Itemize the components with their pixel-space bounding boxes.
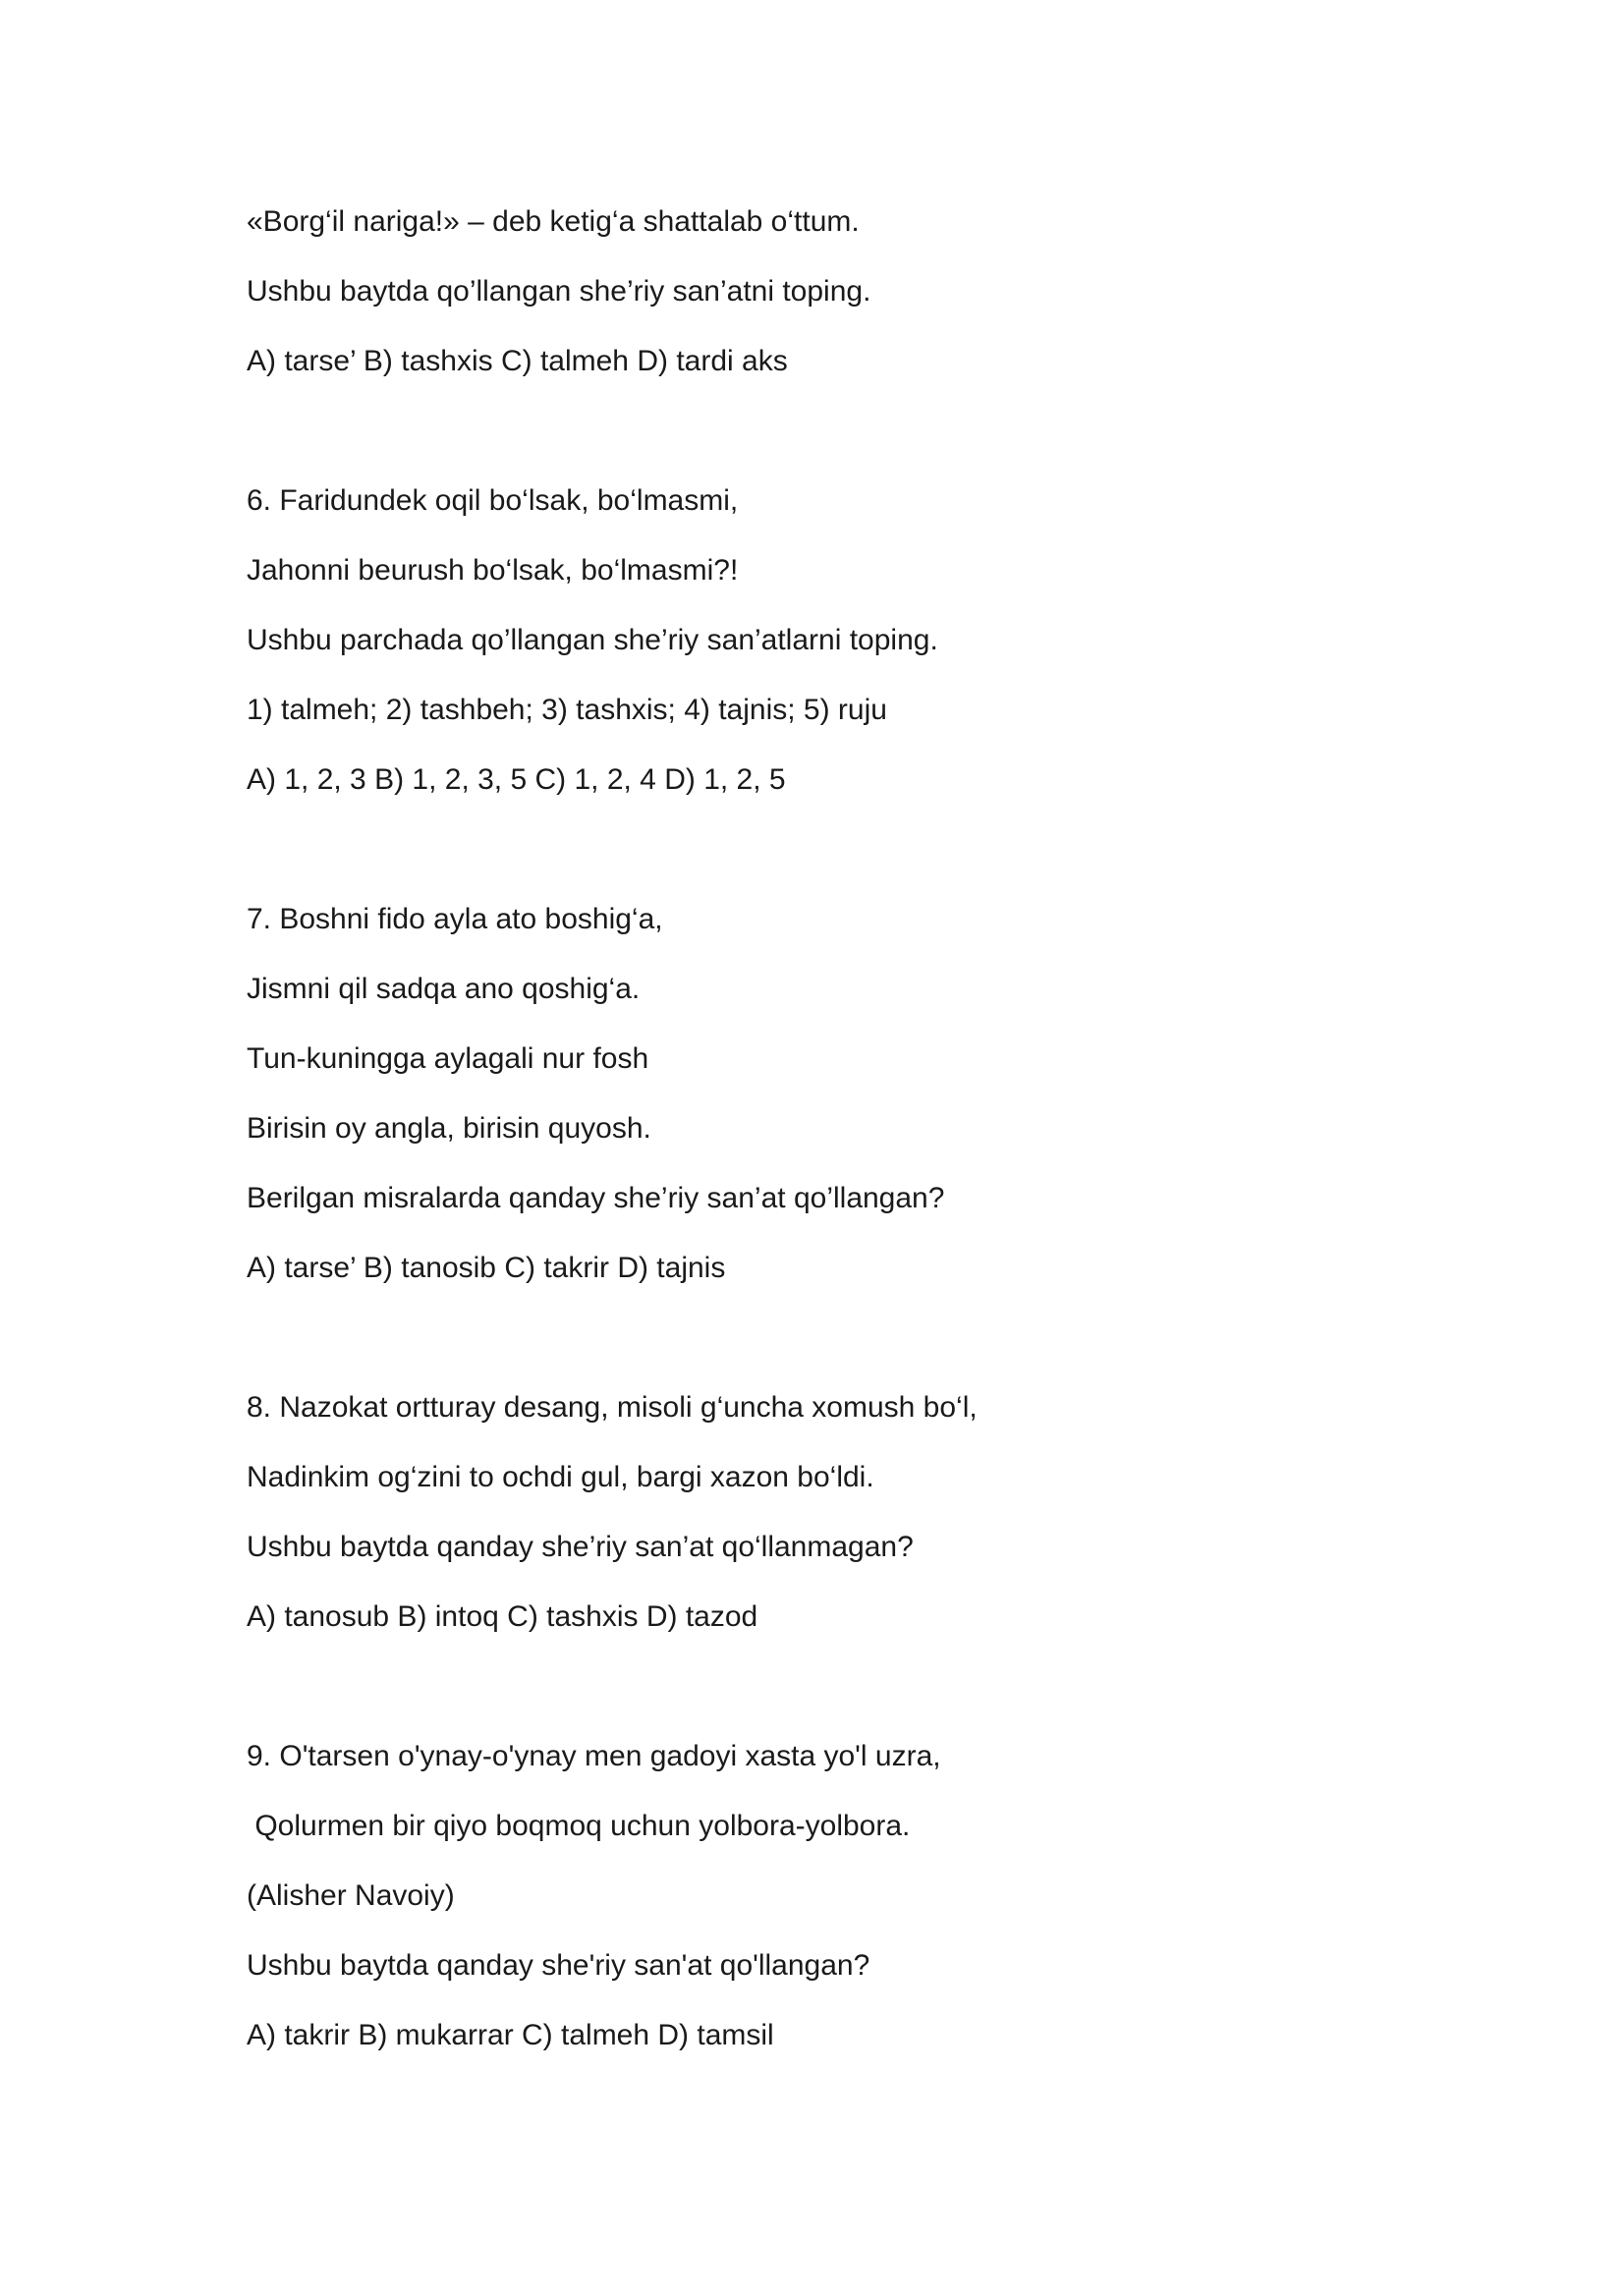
verse-line: Tun-kuningga aylagali nur fosh — [247, 1042, 649, 1075]
verse-line: Birisin oy angla, birisin quyosh. — [247, 1112, 651, 1145]
question-8-block — [247, 1372, 1426, 1652]
answer-options: A) 1, 2, 3 B) 1, 2, 3, 5 C) 1, 2, 4 D) 1, 2, 5 — [247, 763, 786, 796]
question-6-block — [247, 466, 1426, 814]
author-attribution: (Alisher Navoiy) — [247, 1879, 455, 1912]
answer-options: A) takrir B) mukarrar C) talmeh D) tamsil — [247, 2019, 774, 2051]
spacer — [247, 396, 1426, 466]
question-5-block — [247, 187, 1426, 396]
question-title: 8. Nazokat ortturay desang, misoli g‘uncha xomush bo‘l, — [247, 1391, 978, 1424]
spacer — [247, 1652, 1426, 1721]
question-7-block — [247, 884, 1426, 1303]
question-text: Ushbu baytda qanday she’riy san’at qo‘llanmagan? — [247, 1531, 914, 1563]
option-list: 1) talmeh; 2) tashbeh; 3) tashxis; 4) tajnis; 5) ruju — [247, 694, 887, 726]
verse-line: Qolurmen bir qiyo boqmoq uchun yolbora-yolbora. — [247, 1810, 911, 1842]
verse-line: Nadinkim og‘zini to ochdi gul, bargi xazon bo‘ldi. — [247, 1461, 874, 1493]
question-title: 6. Faridundek oqil bo‘lsak, bo‘lmasmi, — [247, 484, 739, 517]
question-text: Ushbu baytda qo’llangan she’riy san’atni toping. — [247, 275, 871, 308]
question-title: 7. Boshni fido ayla ato boshig‘a, — [247, 903, 663, 935]
verse-line: «Borg‘il nariga!» – deb ketig‘a shattalab o‘ttum. — [247, 205, 860, 238]
question-text: Berilgan misralarda qanday she’riy san’at qo’llangan? — [247, 1182, 945, 1214]
question-title: 9. O'tarsen o'ynay-o'ynay men gadoyi xasta yo'l uzra, — [247, 1740, 941, 1772]
document-content — [247, 187, 1426, 2070]
spacer — [247, 814, 1426, 884]
spacer — [247, 1303, 1426, 1372]
answer-options: A) tarse’ B) tanosib C) takrir D) tajnis — [247, 1252, 726, 1284]
question-text: Ushbu parchada qo’llangan she’riy san’atlarni toping. — [247, 624, 938, 656]
question-text: Ushbu baytda qanday she'riy san'at qo'llangan? — [247, 1949, 870, 1982]
question-9-block — [247, 1721, 1426, 2070]
verse-line: Jismni qil sadqa ano qoshig‘a. — [247, 973, 641, 1005]
answer-options: A) tanosub B) intoq C) tashxis D) tazod — [247, 1600, 758, 1633]
verse-line: Jahonni beurush bo‘lsak, bo‘lmasmi?! — [247, 554, 739, 587]
answer-options: A) tarse’ B) tashxis C) talmeh D) tardi aks — [247, 345, 788, 377]
